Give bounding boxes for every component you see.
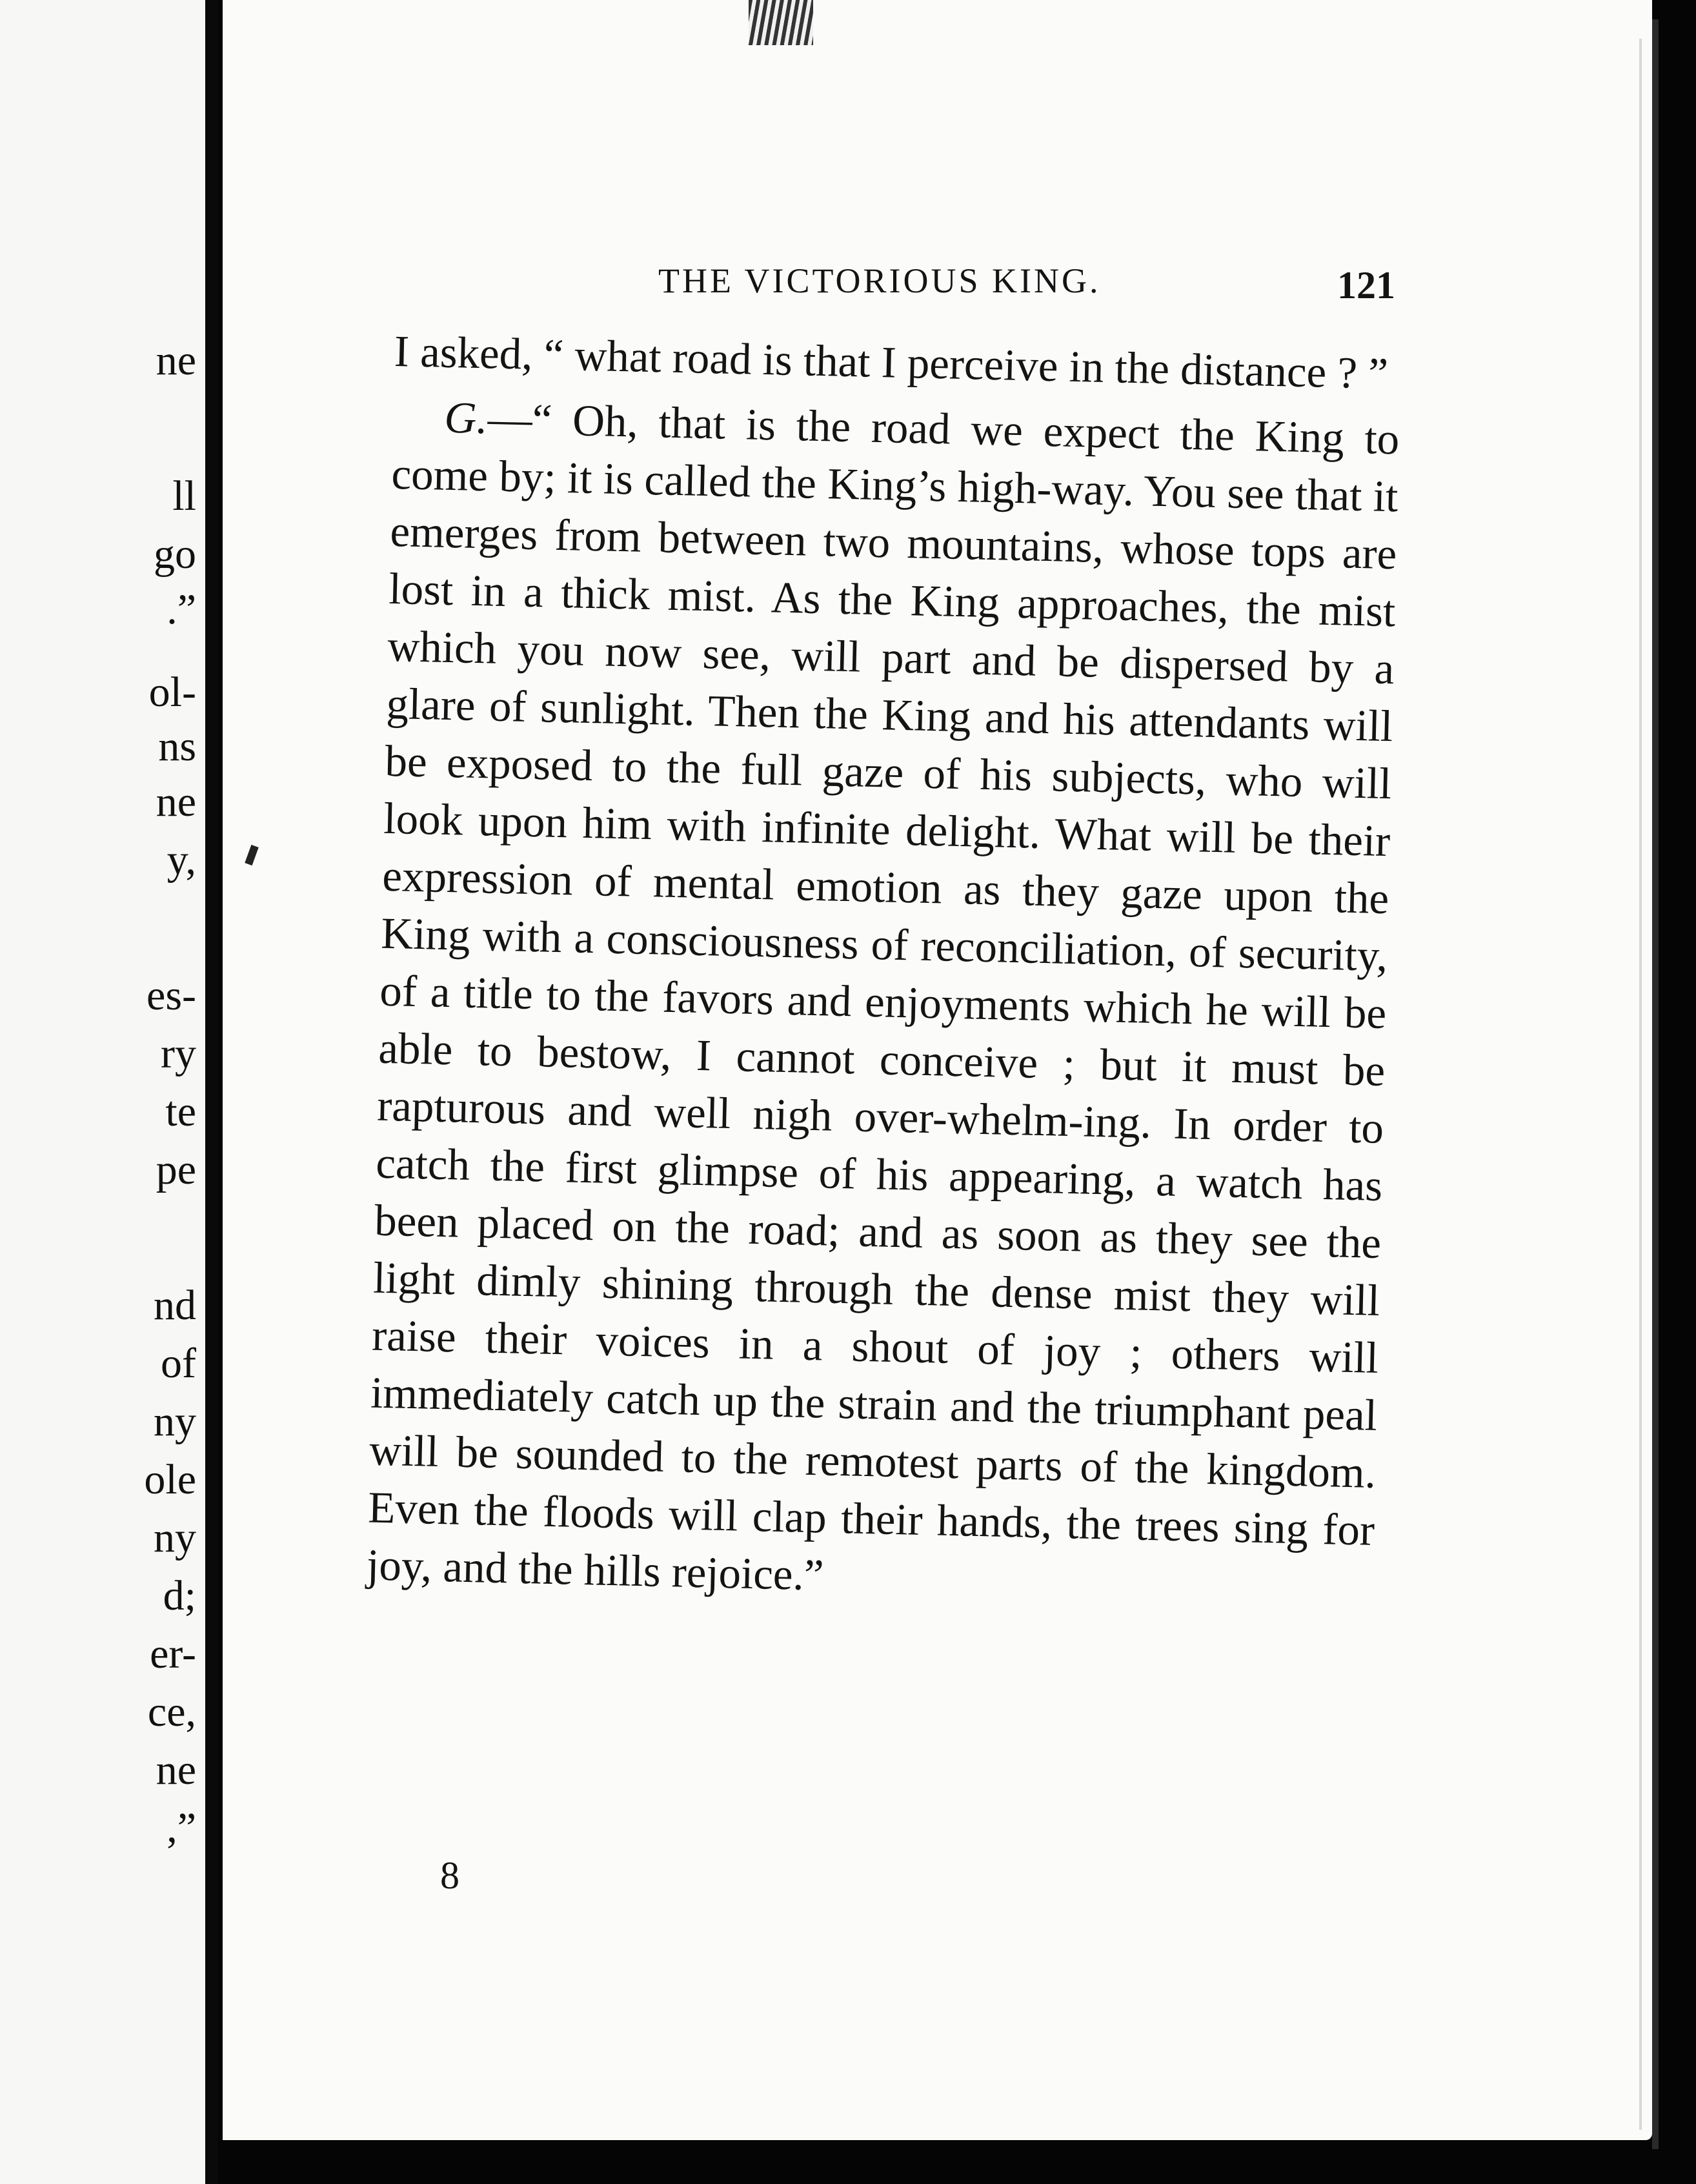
- running-head: THE VICTORIOUS KING.: [658, 261, 1101, 300]
- speaker-initial: G.: [443, 392, 489, 443]
- left-line-fragment: ol-: [148, 669, 196, 716]
- left-line-fragment: of: [161, 1340, 196, 1387]
- left-line-fragment: er-: [150, 1630, 196, 1677]
- facing-page-left: [0, 0, 205, 2184]
- left-line-fragment: d;: [163, 1572, 196, 1619]
- left-line-fragment: ne: [156, 337, 196, 384]
- page-edge-shadow: [1652, 19, 1659, 2149]
- left-line-fragment: te: [165, 1088, 196, 1135]
- left-line-fragment: y,: [167, 836, 196, 884]
- left-line-fragment: es-: [146, 972, 196, 1019]
- page-number: 121: [1337, 264, 1395, 307]
- torn-paper-mark: [749, 0, 813, 45]
- left-line-fragment: ll: [172, 472, 196, 520]
- page-edge: [1639, 39, 1642, 2130]
- left-line-fragment: ne: [156, 1746, 196, 1794]
- left-line-fragment: ce,: [147, 1688, 196, 1735]
- left-line-fragment: ne: [156, 778, 196, 825]
- signature-mark: 8: [440, 1854, 459, 1897]
- left-line-fragment: ,”: [167, 1805, 196, 1852]
- left-line-fragment: go: [154, 531, 196, 578]
- body-text: [366, 323, 1401, 1617]
- left-line-fragment: pe: [156, 1146, 196, 1193]
- left-line-fragment: ny: [154, 1514, 196, 1561]
- paragraph-guide-reply: [366, 388, 1400, 1617]
- left-line-fragment: ole: [144, 1456, 196, 1503]
- left-line-fragment: ry: [161, 1030, 196, 1077]
- book-gutter: [205, 0, 218, 2184]
- paragraph-question: I asked, “ what road is that I perceive in the distance ? ”: [394, 326, 1389, 398]
- guide-reply-text: —“ Oh, that is the road we expect the King to come by; it is called the King’s high-way. You see that it emerges from between two mountains, whose tops are lost in a thick mist. As the King approaches, the mist which you now see, will part and be dispersed by a glare of sunlight. Then the King and his attendants will be exposed to the full gaze of his subjects, who will look upon him with infinite delight. What will be their expression of mental emotion as they gaze upon the King with a consciousness of reconciliation, of security, of a title to the favors and enjoyments which he will be able to bestow, I cannot conceive ; but it must be rapturous and well nigh over-whelm-ing. In order to catch the first glimpse of his appearing, a watch has been placed on the road; and as soon as they see the light dimly shining through the dense mist they will raise their voices in a shout of joy ; others will immediately catch up the strain and the triumphant peal will be sounded to the remotest parts of the kingdom. Even the floods will clap their hands, the trees sing for joy, and the hills rejoice.”: [366, 394, 1400, 1600]
- left-line-fragment: ny: [154, 1398, 196, 1445]
- left-line-fragment: ns: [158, 723, 196, 770]
- left-line-fragment: .”: [167, 586, 196, 633]
- left-line-fragment: nd: [154, 1282, 196, 1329]
